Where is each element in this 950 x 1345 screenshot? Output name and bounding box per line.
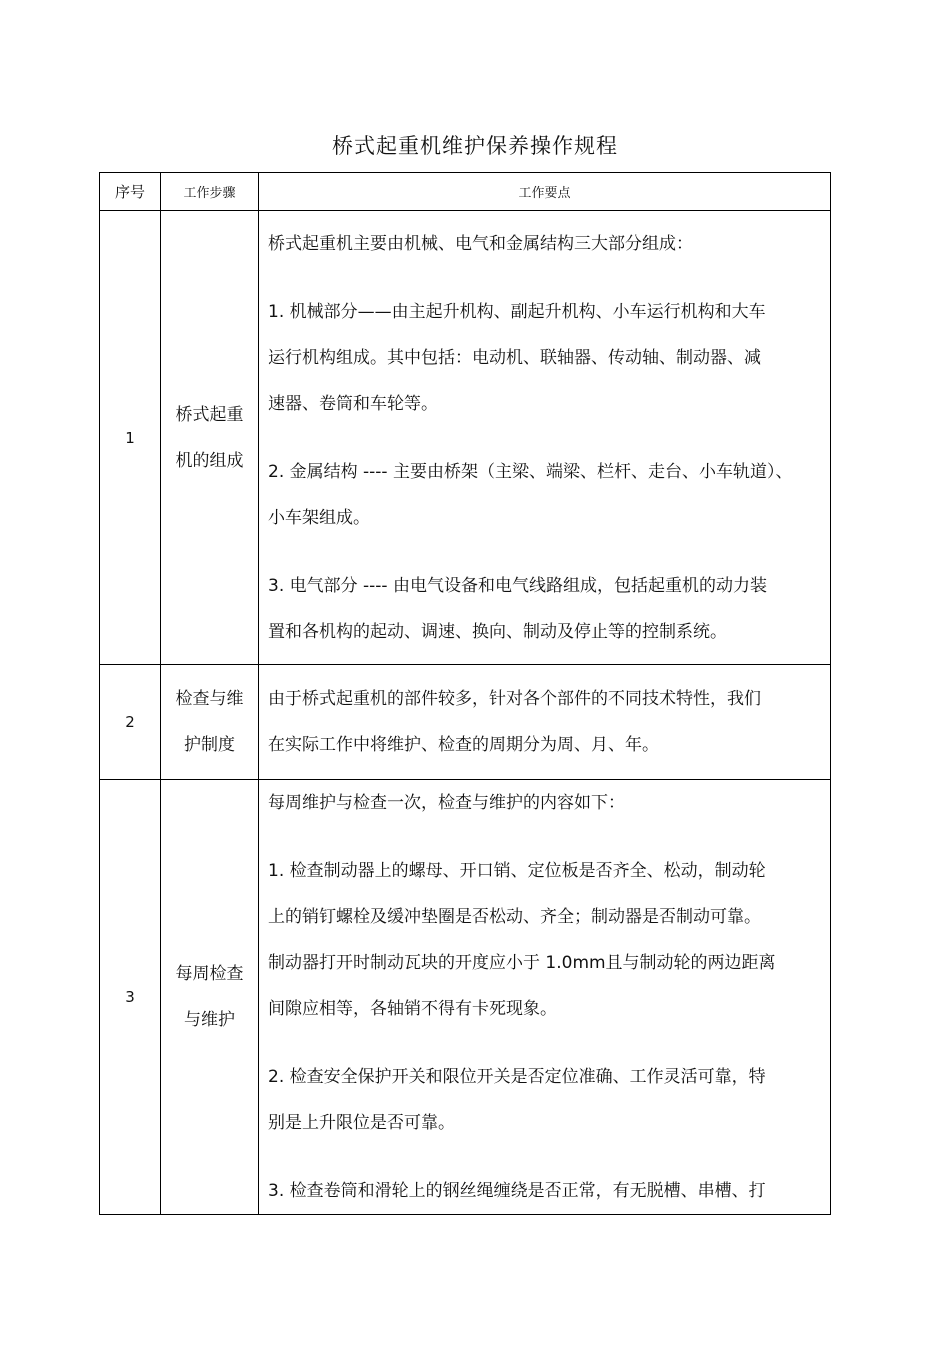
table-row [100, 211, 831, 665]
row-points [259, 780, 831, 1215]
text-line: 速器、卷筒和车轮等。 [268, 393, 438, 414]
table-header-row [100, 173, 831, 211]
text-line: 1. 检查制动器上的螺母、开口销、定位板是否齐全、松动，制动轮 [268, 861, 766, 881]
text-line: 由于桥式起重机的部件较多，针对各个部件的不同技术特性，我们 [268, 689, 761, 709]
text-line: 运行机构组成。其中包括：电动机、联轴器、传动轴、制动器、减 [268, 347, 761, 368]
row-points [259, 211, 831, 665]
text-line: 3. 电气部分 ---- 由电气设备和电气线路组成，包括起重机的动力装 [268, 575, 767, 596]
header-step: 工作步骤 [161, 173, 259, 211]
step-line: 检查与维 [175, 689, 244, 709]
step-line: 桥式起重 [175, 404, 244, 425]
page-title: 桥式起重机维护保养操作规程 [332, 134, 618, 158]
step-line: 与维护 [184, 1010, 235, 1030]
table-row [100, 780, 831, 1215]
step-line: 护制度 [184, 735, 235, 755]
text-line: 间隙应相等，各轴销不得有卡死现象。 [268, 999, 557, 1019]
row-no: 3 [100, 780, 161, 1215]
row-step [161, 211, 259, 665]
header-no: 序号 [100, 173, 161, 211]
header-points: 工作要点 [259, 173, 831, 211]
row-no: 2 [100, 665, 161, 780]
row-points [259, 665, 831, 780]
maintenance-table [99, 172, 831, 1215]
text-line: 2. 金属结构 ---- 主要由桥架（主梁、端梁、栏杆、走台、小车轨道）、 [268, 461, 793, 482]
text-line: 桥式起重机主要由机械、电气和金属结构三大部分组成： [268, 233, 693, 254]
text-line: 在实际工作中将维护、检查的周期分为周、月、年。 [268, 735, 659, 755]
text-line: 每周维护与检查一次，检查与维护的内容如下： [268, 793, 625, 813]
table-row [100, 665, 831, 780]
text-line: 1. 机械部分——由主起升机构、副起升机构、小车运行机构和大车 [268, 301, 766, 322]
text-line: 上的销钉螺栓及缓冲垫圈是否松动、齐全；制动器是否制动可靠。 [268, 907, 761, 927]
text-line: 制动器打开时制动瓦块的开度应小于 1.0mm且与制动轮的两边距离 [268, 953, 776, 973]
row-no: 1 [100, 211, 161, 665]
text-line: 别是上升限位是否可靠。 [268, 1113, 455, 1133]
row-step [161, 665, 259, 780]
text-line: 置和各机构的起动、调速、换向、制动及停止等的控制系统。 [268, 621, 727, 642]
row-step [161, 780, 259, 1215]
text-line: 小车架组成。 [268, 507, 370, 528]
step-line: 每周检查 [175, 964, 244, 984]
text-line: 3. 检查卷筒和滑轮上的钢丝绳缠绕是否正常，有无脱槽、串槽、打 [268, 1181, 766, 1201]
text-line: 2. 检查安全保护开关和限位开关是否定位准确、工作灵活可靠，特 [268, 1067, 766, 1087]
step-line: 机的组成 [175, 450, 244, 471]
